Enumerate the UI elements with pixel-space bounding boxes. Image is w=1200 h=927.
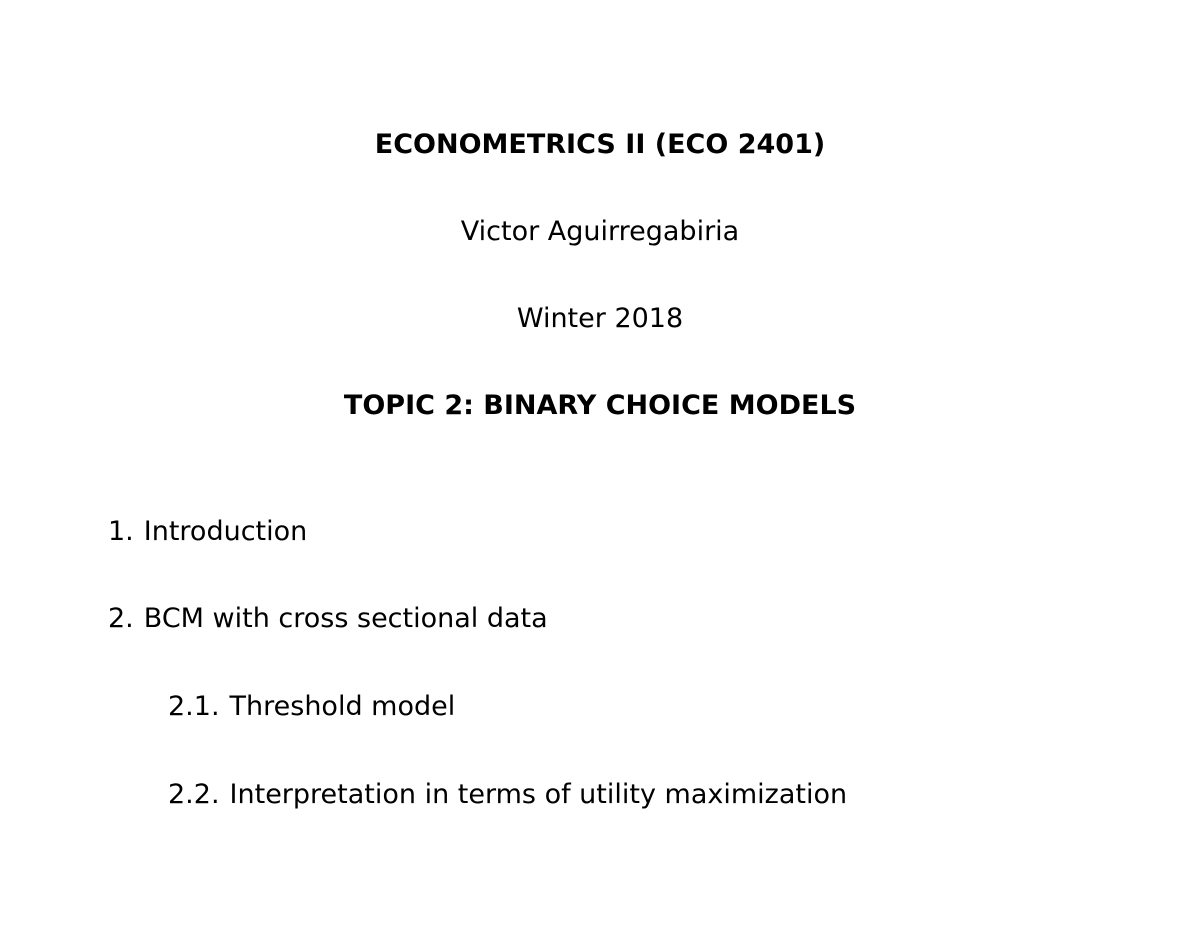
outline-subitem-utility-interpretation: [168, 778, 847, 812]
author-name: Victor Aguirregabiria: [460, 216, 740, 247]
outline-item-introduction: [108, 515, 307, 549]
topic-heading: TOPIC 2: BINARY CHOICE MODELS: [343, 390, 857, 421]
outline-item-bcm-cross-sectional: [108, 602, 548, 636]
outline-subitem-threshold-model: [168, 690, 455, 724]
course-title: ECONOMETRICS II (ECO 2401): [374, 129, 826, 160]
outline-subitem-label: Threshold model: [229, 691, 456, 722]
outline-subitem-number: 2.2.: [168, 779, 220, 810]
outline-item-label: BCM with cross sectional data: [143, 603, 548, 634]
outline-item-label: Introduction: [143, 516, 308, 547]
outline-item-number: 1.: [108, 516, 134, 547]
outline-item-number: 2.: [108, 603, 134, 634]
outline-subitem-label: Interpretation in terms of utility maximization: [229, 779, 848, 810]
outline-subitem-number: 2.1.: [168, 691, 220, 722]
term-label: Winter 2018: [516, 303, 684, 334]
